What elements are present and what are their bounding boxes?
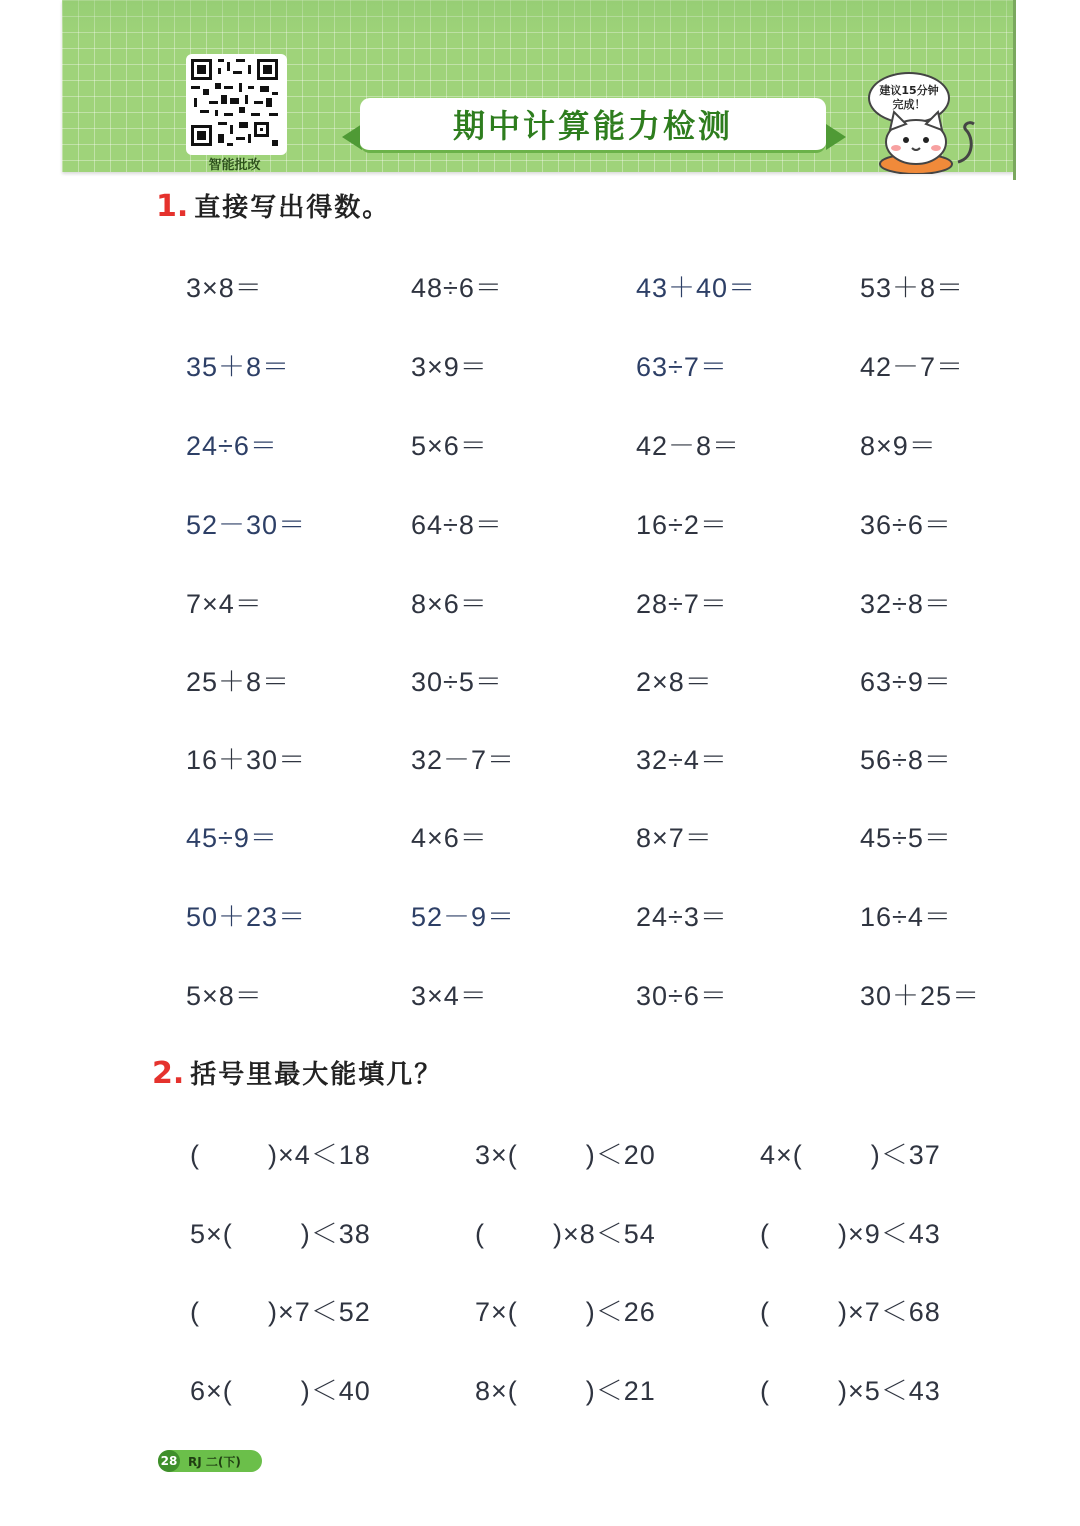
equation-r10-c1: 5×8＝ [186, 981, 263, 1011]
bubble-line-2: 完成！ [892, 98, 926, 111]
inequality-r1-c3: 4×( )＜37 [760, 1140, 941, 1170]
equation-r9-c2: 52－9＝ [411, 902, 516, 932]
equation-r3-c2: 5×6＝ [411, 431, 488, 461]
equation-r7-c4: 56÷8＝ [860, 745, 952, 775]
equation-r8-c2: 4×6＝ [411, 823, 488, 853]
equation-r10-c4: 30＋25＝ [860, 981, 981, 1011]
equation-r4-c3: 16÷2＝ [636, 510, 728, 540]
inequality-r1-c1: ( )×4＜18 [190, 1140, 371, 1170]
equation-r6-c2: 30÷5＝ [411, 667, 503, 697]
section-2-number: 2. [152, 1056, 185, 1091]
equation-r4-c1: 52－30＝ [186, 510, 307, 540]
equation-r2-c2: 3×9＝ [411, 352, 488, 382]
equation-r3-c3: 42－8＝ [636, 431, 741, 461]
equation-r2-c1: 35＋8＝ [186, 352, 291, 382]
qr-label: 智能批改 [208, 158, 261, 173]
equation-r5-c4: 32÷8＝ [860, 589, 952, 619]
equation-r1-c1: 3×8＝ [186, 273, 263, 303]
equation-r6-c4: 63÷9＝ [860, 667, 952, 697]
equation-r2-c4: 42－7＝ [860, 352, 965, 382]
qr-code[interactable] [186, 54, 287, 155]
equation-r9-c3: 24÷3＝ [636, 902, 728, 932]
equation-r1-c2: 48÷6＝ [411, 273, 503, 303]
inequality-r1-c2: 3×( )＜20 [475, 1140, 656, 1170]
equation-r5-c1: 7×4＝ [186, 589, 263, 619]
equation-r7-c1: 16＋30＝ [186, 745, 307, 775]
equation-r9-c1: 50＋23＝ [186, 902, 307, 932]
section-1-heading: 直接写出得数。 [194, 193, 391, 223]
inequality-r2-c2: ( )×8＜54 [475, 1219, 656, 1249]
equation-r2-c3: 63÷7＝ [636, 352, 728, 382]
equation-r3-c4: 8×9＝ [860, 431, 937, 461]
section-1-number: 1. [156, 189, 189, 224]
equation-r8-c1: 45÷9＝ [186, 823, 278, 853]
cat-mascot-icon [870, 108, 982, 174]
inequality-r3-c3: ( )×7＜68 [760, 1297, 941, 1327]
equation-r10-c2: 3×4＝ [411, 981, 488, 1011]
equation-r4-c2: 64÷8＝ [411, 510, 503, 540]
equation-r3-c1: 24÷6＝ [186, 431, 278, 461]
equation-r9-c4: 16÷4＝ [860, 902, 952, 932]
equation-r4-c4: 36÷6＝ [860, 510, 952, 540]
equation-r7-c3: 32÷4＝ [636, 745, 728, 775]
page-badge [158, 1450, 262, 1472]
equation-r1-c4: 53＋8＝ [860, 273, 965, 303]
inequality-r2-c1: 5×( )＜38 [190, 1219, 371, 1249]
equation-r10-c3: 30÷6＝ [636, 981, 728, 1011]
page-number: 28 [158, 1450, 180, 1472]
inequality-r2-c3: ( )×9＜43 [760, 1219, 941, 1249]
equation-r1-c3: 43＋40＝ [636, 273, 757, 303]
title-ribbon-left [342, 124, 362, 150]
qr-code-icon [188, 56, 281, 149]
inequality-r3-c1: ( )×7＜52 [190, 1297, 371, 1327]
equation-r5-c3: 28÷7＝ [636, 589, 728, 619]
inequality-r4-c3: ( )×5＜43 [760, 1376, 941, 1406]
inequality-r3-c2: 7×( )＜26 [475, 1297, 656, 1327]
inequality-r4-c2: 8×( )＜21 [475, 1376, 656, 1406]
inequality-r4-c1: 6×( )＜40 [190, 1376, 371, 1406]
page-edge [1013, 0, 1016, 180]
equation-r5-c2: 8×6＝ [411, 589, 488, 619]
section-2-title [152, 1054, 442, 1091]
section-2-heading: 括号里最大能填几？ [190, 1060, 443, 1090]
equation-r6-c3: 2×8＝ [636, 667, 713, 697]
edition-label: RJ 二(下) [188, 1454, 241, 1469]
title-ribbon-right [826, 124, 846, 150]
title-box [360, 98, 826, 153]
page-title: 期中计算能力检测 [452, 107, 733, 145]
bubble-line-1: 建议15分钟 [879, 84, 939, 97]
equation-r6-c1: 25＋8＝ [186, 667, 291, 697]
equation-r8-c3: 8×7＝ [636, 823, 713, 853]
section-1-title [156, 187, 390, 224]
equation-r8-c4: 45÷5＝ [860, 823, 952, 853]
equation-r7-c2: 32－7＝ [411, 745, 516, 775]
